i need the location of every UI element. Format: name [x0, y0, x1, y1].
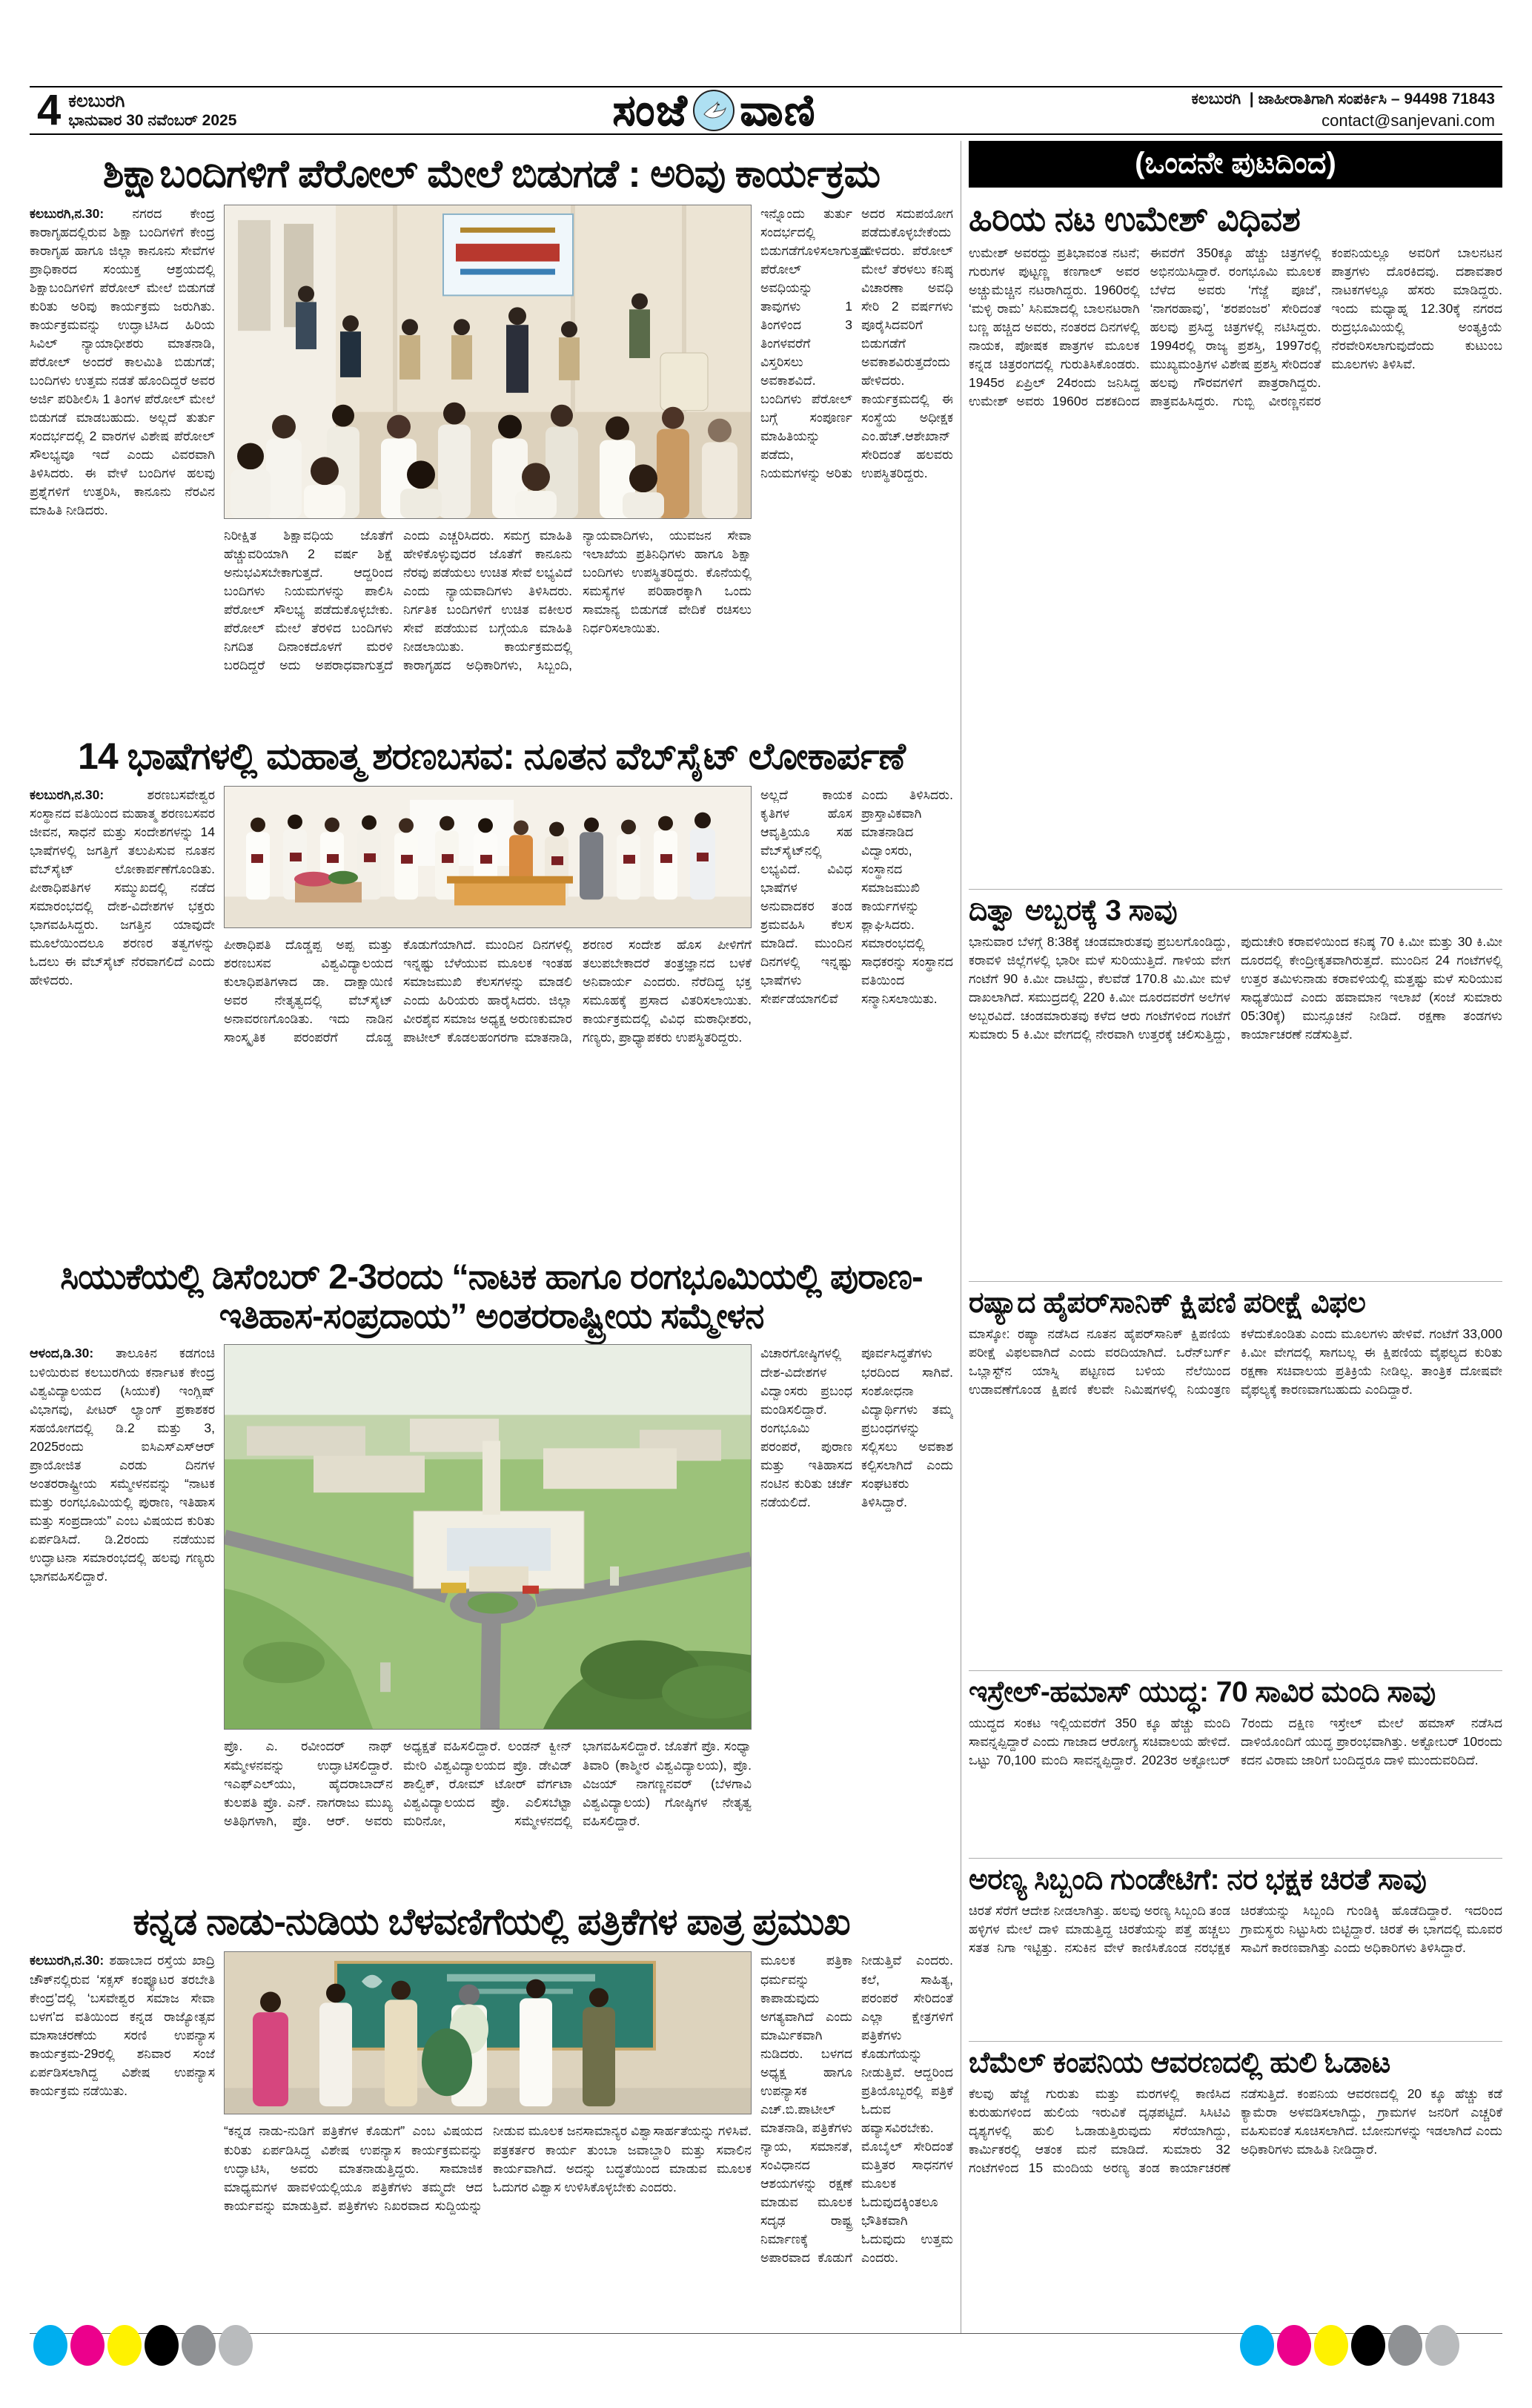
article-text: ಅಲ್ಲದೆ ಕಾಯಕ ಕೃತಿಗಳ ಹೊಸ ಆವೃತ್ತಿಯೂ ಸಹ ವೆಬ್‌ಸೈಟ್‌ನಲ್ಲಿ ಲಭ್ಯವಿದೆ. ವಿವಿಧ ಭಾಷೆಗಳ ಅನುವಾದಕರ ತಂಡ ಶ್ರಮವಹಿಸಿ ಕೆಲಸ ಮಾಡಿದೆ. ಮುಂದಿನ ದಿನಗಳಲ್ಲಿ ಇನ್ನಷ್ಟು ಭಾಷೆಗಳು ಸೇರ್ಪಡೆಯಾಗಲಿವೆ ಎಂದು ತಿಳಿಸಿದರು.: [760, 787, 953, 1007]
article-text: ಮೂಲಕ ಪತ್ರಿಕಾ ಧರ್ಮವನ್ನು ಕಾಪಾಡುವುದು ಅಗತ್ಯವಾಗಿದೆ ಎಂದು ಮಾರ್ಮಿಕವಾಗಿ ನುಡಿದರು. ಬಳಗದ ಅಧ್ಯಕ್ಷ ಹಾಗೂ ಉಪನ್ಯಾಸಕ ಎಚ್.ಬಿ.ಪಾಟೀಲ್ ಮಾತನಾಡಿ, ಪತ್ರಿಕೆಗಳು ನ್ಯಾಯ, ಸಮಾನತೆ, ಸಂವಿಧಾನದ ಆಶಯಗಳನ್ನು ರಕ್ಷಣೆ ಮಾಡುವ ಮೂಲಕ ಸದೃಢ ರಾಷ್ಟ್ರ ನಿರ್ಮಾಣಕ್ಕೆ ಅಪಾರವಾದ ಕೊಡುಗೆ ನೀಡುತ್ತಿವೆ ಎಂದರು.: [760, 1953, 953, 2265]
main-articles-area: [30, 141, 953, 2333]
cmyk-dots-right: [1240, 2325, 1459, 2366]
black-dot: [1351, 2325, 1385, 2366]
edition-info: [37, 86, 237, 134]
yellow-dot: [107, 2325, 142, 2366]
masthead-left-text: ಸಂಜೆ: [612, 86, 688, 134]
yellow-dot: [1314, 2325, 1348, 2366]
black-dot: [145, 2325, 179, 2366]
article-text-below-photo: ನಿರೀಕ್ಷಿತ ಶಿಕ್ಷಾವಧಿಯ ಜೊತೆಗೆ ಹೆಚ್ಚುವರಿಯಾಗಿ 2 ವರ್ಷ ಶಿಕ್ಷೆ ಅನುಭವಿಸಬೇಕಾಗುತ್ತದೆ. ಆದ್ದರಿಂದ ಬಂದಿಗಳು ನಿಯಮಗಳನ್ನು ಪಾಲಿಸಿ ಪೆರೋಲ್ ಸೌಲಭ್ಯ ಪಡೆದುಕೊಳ್ಳಬೇಕು. ಪೆರೋಲ್ ಮೇಲೆ ತೆರಳಿದ ಬಂದಿಗಳು ನಿಗದಿತ ದಿನಾಂಕದೊಳಗೆ ಮರಳಿ ಬರದಿದ್ದರೆ ಅದು ಅಪರಾಧವಾಗುತ್ತದೆ ಎಂದು ಎಚ್ಚರಿಸಿದರು. ಸಮಗ್ರ ಮಾಹಿತಿ ಹೇಳಿಕೊಳ್ಳುವುದರ ಜೊತೆಗೆ ಕಾನೂನು ನೆರವು ಪಡೆಯಲು ಉಚಿತ ಸೇವೆ ಲಭ್ಯವಿದೆ ಎಂದು ನ್ಯಾಯವಾದಿಗಳು ತಿಳಿಸಿದರು. ನಿರ್ಗತಿಕ ಬಂದಿಗಳಿಗೆ ಉಚಿತ ವಕೀಲರ ಸೇವೆ ಪಡೆಯುವ ಬಗ್ಗೆಯೂ ಮಾಹಿತಿ ನೀಡಲಾಯಿತು. ಕಾರ್ಯಕ್ರಮದಲ್ಲಿ ಕಾರಾಗೃಹದ ಅಧಿಕಾರಿಗಳು, ಸಿಬ್ಬಂದಿ, ನ್ಯಾಯವಾದಿಗಳು, ಯುವಜನ ಸೇವಾ ಇಲಾಖೆಯ ಪ್ರತಿನಿಧಿಗಳು ಹಾಗೂ ಶಿಕ್ಷಾ ಬಂದಿಗಳು ಉಪಸ್ಥಿತರಿದ್ದರು. ಕೊನೆಯಲ್ಲಿ ಸಮಸ್ಯೆಗಳ ಪರಿಹಾರಕ್ಕಾಗಿ ಒಂದು ಸಾಮಾನ್ಯ ಬಿಡುಗಡೆ ವೇದಿಕೆ ರಚಿಸಲು ನಿರ್ಧರಿಸಲಾಯಿತು.: [224, 528, 752, 673]
article-column: [760, 1344, 953, 1889]
masthead-right-text: ವಾಣಿ: [739, 86, 816, 134]
section-headline: ಹಿರಿಯ ನಟ ಉಮೇಶ್ ವಿಧಿವಶ: [969, 199, 1301, 238]
dateline: ಕಲಬುರಗಿ,ನ.30:: [30, 206, 105, 222]
office-city: ಕಲಬುರಗಿ: [1191, 90, 1241, 108]
news-leopard-shot: [969, 1858, 1502, 2035]
article-text: ಶರಣಬಸವೇಶ್ವರ ಸಂಸ್ಥಾನದ ವತಿಯಿಂದ ಮಹಾತ್ಮ ಶರಣಬಸವರ ಜೀವನ, ಸಾಧನೆ ಮತ್ತು ಸಂದೇಶಗಳನ್ನು 14 ಭಾಷೆಗಳಲ್ಲಿ ಜಗತ್ತಿಗೆ ತಲುಪಿಸುವ ನೂತನ ವೆಬ್‌ಸೈಟ್ ಲೋಕಾರ್ಪಣೆಗೊಂಡಿತು. ಪೀಠಾಧಿಪತಿಗಳ ಸಮ್ಮುಖದಲ್ಲಿ ನಡೆದ ಸಮಾರಂಭದಲ್ಲಿ ದೇಶ-ವಿದೇಶಗಳ ಭಕ್ತರು ಭಾಗವಹಿಸಿದ್ದರು. ಜಗತ್ತಿನ ಯಾವುದೇ ಮೂಲೆಯಿಂದಲೂ ಶರಣರ ತತ್ವಗಳನ್ನು ಓದಲು ಈ ವೆಬ್‌ಸೈಟ್ ನೆರವಾಗಲಿದೆ ಎಂದು ಹೇಳಿದರು.: [30, 787, 215, 988]
section-body: ಭಾನುವಾರ ಬೆಳಗ್ಗೆ 8:38ಕ್ಕೆ ಚಂಡಮಾರುತವು ಪ್ರಬಲಗೊಂಡಿದ್ದು, ಕರಾವಳಿ ಜಿಲ್ಲೆಗಳಲ್ಲಿ ಭಾರೀ ಮಳೆ ಸುರಿಯುತ್ತಿದೆ. ಗಾಳಿಯ ವೇಗ ಗಂಟೆಗೆ 90 ಕಿ.ಮೀ ದಾಟಿದ್ದು, ಕೆಲವೆಡೆ 170.8 ಮಿ.ಮೀ ಮಳೆ ದಾಖಲಾಗಿದೆ. ಸಮುದ್ರದಲ್ಲಿ 220 ಕಿ.ಮೀ ದೂರದವರೆಗೆ ಅಲೆಗಳ ಅಬ್ಬರವಿದೆ. ಚಂಡಮಾರುತವು ಕಳೆದ ಆರು ಗಂಟೆಗಳಿಂದ ಗಂಟೆಗೆ ಸುಮಾರು 5 ಕಿ.ಮೀ ವೇಗದಲ್ಲಿ ನೇರವಾಗಿ ಉತ್ತರಕ್ಕೆ ಚಲಿಸುತ್ತಿದ್ದು, ಪುದುಚೇರಿ ಕರಾವಳಿಯಿಂದ ಕನಿಷ್ಠ 70 ಕಿ.ಮೀ ಮತ್ತು 30 ಕಿ.ಮೀ ದೂರದಲ್ಲಿ ಕೇಂದ್ರೀಕೃತವಾಗಿರುತ್ತದೆ. ಮುಂದಿನ 24 ಗಂಟೆಗಳಲ್ಲಿ ಉತ್ತರ ತಮಿಳುನಾಡು ಕರಾವಳಿಯಲ್ಲಿ ಮತ್ತಷ್ಟು ಮಳೆ ಸುರಿಯುವ ಸಾಧ್ಯತೆಯಿದೆ ಎಂದು ಹವಾಮಾನ ಇಲಾಖೆ (ಸಂಜೆ ಸುಮಾರು 05:30ಕ್ಕೆ) ಮುನ್ಸೂಚನೆ ನೀಡಿದೆ. ರಕ್ಷಣಾ ತಂಡಗಳು ಕಾರ್ಯಾಚರಣೆ ನಡೆಸುತ್ತಿವೆ.: [969, 933, 1502, 1042]
lecture-event-photo: [224, 1951, 752, 2114]
article-column: [30, 786, 215, 1246]
article-column: [760, 786, 953, 1246]
cyan-dot: [1240, 2325, 1274, 2366]
article-headline: ಸಿಯುಕೆಯಲ್ಲಿ ಡಿಸೆಂಬರ್ 2-3ರಂದು “ನಾಟಕ ಹಾಗೂ ರಂಗಭೂಮಿಯಲ್ಲಿ ಪುರಾಣ-ಇತಿಹಾಸ-ಸಂಪ್ರದಾಯ” ಅಂತರರಾಷ್ಟ್ರೀಯ ಸಮ್ಮೇಳನ: [60, 1257, 923, 1335]
section-body: ಕೆಲವು ಹೆಜ್ಜೆ ಗುರುತು ಮತ್ತು ಮರಗಳಲ್ಲಿ ಕಾಣಿಸಿದ ಕುರುಹುಗಳಿಂದ ಹುಲಿಯ ಇರುವಿಕೆ ದೃಢಪಟ್ಟಿದೆ. ಸಿಸಿಟಿವಿ ದೃಶ್ಯಗಳಲ್ಲಿ ಹುಲಿ ಓಡಾಡುತ್ತಿರುವುದು ಸೆರೆಯಾಗಿದ್ದು, ಕಾರ್ಮಿಕರಲ್ಲಿ ಆತಂಕ ಮನೆ ಮಾಡಿದೆ. ಸುಮಾರು 32 ಗಂಟೆಗಳಿಂದ 15 ಮಂದಿಯ ಅರಣ್ಯ ತಂಡ ಕಾರ್ಯಾಚರಣೆ ನಡೆಸುತ್ತಿದೆ. ಕಂಪನಿಯ ಆವರಣದಲ್ಲಿ 20 ಕ್ಕೂ ಹೆಚ್ಚು ಕಡೆ ಕ್ಯಾಮೆರಾ ಅಳವಡಿಸಲಾಗಿದ್ದು, ಗ್ರಾಮಗಳ ಜನರಿಗೆ ಎಚ್ಚರಿಕೆ ವಹಿಸುವಂತೆ ಸೂಚಿಸಲಾಗಿದೆ. ಬೋನುಗಳನ್ನು ಇಡಲಾಗಿದೆ ಎಂದು ಅಧಿಕಾರಿಗಳು ಮಾಹಿತಿ ನೀಡಿದ್ದಾರೆ.: [969, 2086, 1502, 2176]
article-text-below-photo: ಪೀಠಾಧಿಪತಿ ದೊಡ್ಡಪ್ಪ ಅಪ್ಪ ಮತ್ತು ಶರಣಬಸವ ವಿಶ್ವವಿದ್ಯಾಲಯದ ಕುಲಾಧಿಪತಿಗಳಾದ ಡಾ. ದಾಕ್ಷಾಯಿಣಿ ಅವರ ನೇತೃತ್ವದಲ್ಲಿ ವೆಬ್‌ಸೈಟ್ ಅನಾವರಣಗೊಂಡಿತು. ಇದು ನಾಡಿನ ಸಾಂಸ್ಕೃತಿಕ ಪರಂಪರೆಗೆ ದೊಡ್ಡ ಕೊಡುಗೆಯಾಗಿದೆ. ಮುಂದಿನ ದಿನಗಳಲ್ಲಿ ಇನ್ನಷ್ಟು ಬೆಳೆಯುವ ಮೂಲಕ ಇಂತಹ ಸಮಾಜಮುಖಿ ಕೆಲಸಗಳನ್ನು ಮಾಡಲಿ ಎಂದು ಹಿರಿಯರು ಹಾರೈಸಿದರು. ಜಿಲ್ಲಾ ವೀರಶೈವ ಸಮಾಜ ಅಧ್ಯಕ್ಷ ಅರುಣಕುಮಾರ ಪಾಟೀಲ್ ಕೊಡಲಹಂಗರಗಾ ಮಾತನಾಡಿ, ಶರಣರ ಸಂದೇಶ ಹೊಸ ಪೀಳಿಗೆಗೆ ತಲುಪಬೇಕಾದರೆ ತಂತ್ರಜ್ಞಾನದ ಬಳಕೆ ಅನಿವಾರ್ಯ ಎಂದರು. ನೆರೆದಿದ್ದ ಭಕ್ತ ಸಮೂಹಕ್ಕೆ ಪ್ರಸಾದ ವಿತರಿಸಲಾಯಿತು. ಕಾರ್ಯಕ್ರಮದಲ್ಲಿ ವಿವಿಧ ಮಠಾಧೀಶರು, ಗಣ್ಯರು, ಪ್ರಾಧ್ಯಾಪಕರು ಉಪಸ್ಥಿತರಿದ್ದರು.: [224, 937, 752, 1045]
article-text: ಪ್ರಾಸ್ತಾವಿಕವಾಗಿ ಮಾತನಾಡಿದ ವಿದ್ವಾಂಸರು, ಸಂಸ್ಥಾನದ ಸಮಾಜಮುಖಿ ಕಾರ್ಯಗಳನ್ನು ಶ್ಲಾಘಿಸಿದರು. ಸಮಾರಂಭದಲ್ಲಿ ಸಾಧಕರನ್ನು ಸಂಸ್ಥಾನದ ವತಿಯಿಂದ ಸನ್ಮಾನಿಸಲಾಯಿತು.: [861, 806, 953, 1007]
continued-news-column: [969, 141, 1502, 2333]
print-registration-marks: [0, 2325, 1532, 2366]
light-gray-dot: [1425, 2325, 1459, 2366]
news-cyclone-ditwah: [969, 889, 1502, 1275]
news-russia-missile: [969, 1281, 1502, 1664]
edition-date: ಭಾನುವಾರ 30 ನವೆಂಬರ್ 2025: [68, 112, 237, 129]
article-text: ನಗರದ ಕೇಂದ್ರ ಕಾರಾಗೃಹದಲ್ಲಿರುವ ಶಿಕ್ಷಾ ಬಂದಿಗಳಿಗೆ ಕೇಂದ್ರ ಕಾರಾಗೃಹ ಹಾಗೂ ಜಿಲ್ಲಾ ಕಾನೂನು ಸೇವೆಗಳ ಪ್ರಾಧಿಕಾರದ ಸಂಯುಕ್ತ ಆಶ್ರಯದಲ್ಲಿ ಶಿಕ್ಷಾಬಂದಿಗಳಿಗೆ ಪೆರೋಲ್ ಮೇಲೆ ಬಿಡುಗಡೆ ಕುರಿತು ಅರಿವು ಕಾರ್ಯಕ್ರಮ ಜರುಗಿತು. ಕಾರ್ಯಕ್ರಮವನ್ನು ಉದ್ಘಾಟಿಸಿದ ಹಿರಿಯ ಸಿವಿಲ್ ನ್ಯಾಯಾಧೀಶರು ಮಾತನಾಡಿ, ಪೆರೋಲ್ ಅಂದರೆ ಕಾಲಮಿತಿ ಬಿಡುಗಡೆ; ಬಂದಿಗಳು ಉತ್ತಮ ನಡತೆ ಹೊಂದಿದ್ದರೆ ಅವರ ಅರ್ಜಿ ಪರಿಶೀಲಿಸಿ 1 ತಿಂಗಳ ಪೆರೋಲ್ ಮೇಲೆ ಬಿಡುಗಡೆ ಮಾಡಬಹುದು. ಅಲ್ಲದೆ ತುರ್ತು ಸಂದರ್ಭದಲ್ಲಿ 2 ವಾರಗಳ ವಿಶೇಷ ಪೆರೋಲ್ ಸೌಲಭ್ಯವೂ ಇದೆ ಎಂದು ವಿವರವಾಗಿ ತಿಳಿಸಿದರು. ಈ ವೇಳೆ ಬಂದಿಗಳ ಹಲವು ಪ್ರಶ್ನೆಗಳಿಗೆ ಉತ್ತರಿಸಿ, ಕಾನೂನು ನೆರವಿನ ಮಾಹಿತಿ ನೀಡಿದರು.: [30, 206, 215, 518]
gray-dot: [182, 2325, 216, 2366]
article-text: ಶಹಾಬಾದ ರಸ್ತೆಯ ಖಾದ್ರಿ ಚೌಕ್‌ನಲ್ಲಿರುವ ‘ಸಕ್ಸಸ್ ಕಂಪ್ಯೂಟರ ತರಬೇತಿ ಕೇಂದ್ರ’ದಲ್ಲಿ ‘ಬಸವೇಶ್ವರ ಸಮಾಜ ಸೇವಾ ಬಳಗ’ದ ವತಿಯಿಂದ ಕನ್ನಡ ರಾಜ್ಯೋತ್ಸವ ಮಾಸಾಚರಣೆಯ ಸರಣಿ ಉಪನ್ಯಾಸ ಕಾರ್ಯಕ್ರಮ-29ರಲ್ಲಿ ಶನಿವಾರ ಸಂಜೆ ಏರ್ಪಡಿಸಲಾಗಿದ್ದ ವಿಶೇಷ ಉಪನ್ಯಾಸ ಕಾರ್ಯಕ್ರಮ ನಡೆಯಿತು.: [30, 1953, 215, 2098]
article-cuk-conference: [30, 1257, 953, 1889]
section-body: ಉಮೇಶ್ ಅವರದ್ದು ಪ್ರತಿಭಾವಂತ ನಟನೆ; ಗುರುಗಳ ಪುಟ್ಟಣ್ಣ ಕಣಗಾಲ್ ಅವರ ಅಚ್ಚುಮೆಚ್ಚಿನ ನಟರಾಗಿದ್ದರು. 1960ರಲ್ಲಿ ‘ಮಳ್ಳಿ ರಾಮ’ ಸಿನಿಮಾದಲ್ಲಿ ಬಾಲನಟರಾಗಿ ಬಣ್ಣ ಹಚ್ಚಿದ ಅವರು, ನಂತರದ ದಿನಗಳಲ್ಲಿ ನಾಯಕ, ಪೋಷಕ ಪಾತ್ರಗಳ ಮೂಲಕ ಕನ್ನಡ ಚಿತ್ರರಂಗದಲ್ಲಿ ಗುರುತಿಸಿಕೊಂಡರು. 1945ರ ಏಪ್ರಿಲ್ 24ರಂದು ಜನಿಸಿದ್ದ ಉಮೇಶ್ ಅವರು 1960ರ ದಶಕದಿಂದ ಈವರೆಗೆ 350ಕ್ಕೂ ಹೆಚ್ಚು ಚಿತ್ರಗಳಲ್ಲಿ ಅಭಿನಯಿಸಿದ್ದಾರೆ. ರಂಗಭೂಮಿ ಮೂಲಕ ಬೆಳೆದ ಅವರು ‘ಗೆಜ್ಜೆ ಪೂಜೆ’, ‘ನಾಗರಹಾವು’, ‘ಶರಪಂಜರ’ ಸೇರಿದಂತೆ ಹಲವು ಪ್ರಸಿದ್ಧ ಚಿತ್ರಗಳಲ್ಲಿ ನಟಿಸಿದ್ದರು. 1994ರಲ್ಲಿ ರಾಜ್ಯ ಪ್ರಶಸ್ತಿ, 1997ರಲ್ಲಿ ಮುಖ್ಯಮಂತ್ರಿಗಳ ವಿಶೇಷ ಪ್ರಶಸ್ತಿ ಸೇರಿದಂತೆ ಹಲವು ಗೌರವಗಳಿಗೆ ಪಾತ್ರರಾಗಿದ್ದರು. ಪಾತ್ರವಹಿಸಿದ್ದರು. ಗುಬ್ಬಿ ವೀರಣ್ಣನವರ ಕಂಪನಿಯಲ್ಲೂ ಅವರಿಗೆ ಬಾಲನಟನ ಪಾತ್ರಗಳು ದೊರಕಿದವು. ದಶಾವತಾರ ನಾಟಕಗಳಲ್ಲೂ ಹೆಸರು ಮಾಡಿದ್ದರು. ಇಂದು ಮಧ್ಯಾಹ್ನ 12.30ಕ್ಕೆ ನಗರದ ರುದ್ರಭೂಮಿಯಲ್ಲಿ ಅಂತ್ಯಕ್ರಿಯೆ ನೆರವೇರಿಸಲಾಗುವುದೆಂದು ಕುಟುಂಬ ಮೂಲಗಳು ತಿಳಿಸಿವೆ.: [969, 245, 1502, 408]
section-headline: ಇಸ್ರೇಲ್-ಹಮಾಸ್ ಯುದ್ಧ: 70 ಸಾವಿರ ಮಂದಿ ಸಾವು: [969, 1676, 1436, 1708]
contact-email: contact@sanjevani.com: [1322, 111, 1495, 130]
article-text-below-photo: “ಕನ್ನಡ ನಾಡು-ನುಡಿಗೆ ಪತ್ರಿಕೆಗಳ ಕೊಡುಗೆ” ಎಂಬ ವಿಷಯದ ಕುರಿತು ಏರ್ಪಡಿಸಿದ್ದ ವಿಶೇಷ ಉಪನ್ಯಾಸ ಕಾರ್ಯಕ್ರಮವನ್ನು ಉದ್ಘಾಟಿಸಿ, ಅವರು ಮಾತನಾಡುತ್ತಿದ್ದರು. ಸಾಮಾಜಿಕ ಮಾಧ್ಯಮಗಳ ಹಾವಳಿಯಲ್ಲಿಯೂ ಪತ್ರಿಕೆಗಳು ತಮ್ಮದೇ ಆದ ಕಾರ್ಯವನ್ನು ಮಾಡುತ್ತಿವೆ. ಪತ್ರಿಕೆಗಳು ನಿಖರವಾದ ಸುದ್ದಿಯನ್ನು ನೀಡುವ ಮೂಲಕ ಜನಸಾಮಾನ್ಯರ ವಿಶ್ವಾಸಾರ್ಹತೆಯನ್ನು ಗಳಿಸಿವೆ. ಪತ್ರಕರ್ತರ ಕಾರ್ಯ ತುಂಬಾ ಜವಾಬ್ದಾರಿ ಮತ್ತು ಸವಾಲಿನ ಕಾರ್ಯವಾಗಿದೆ. ಅದನ್ನು ಬದ್ಧತೆಯಿಂದ ಮಾಡುವ ಮೂಲಕ ಓದುಗರ ವಿಶ್ವಾಸ ಉಳಿಸಿಕೊಳ್ಳಬೇಕು ಎಂದರು.: [224, 2123, 752, 2213]
dove-icon: [692, 89, 735, 132]
dateline: ಕಲಬುರಗಿ,ನ.30:: [30, 1953, 105, 1968]
page-number: 4: [37, 86, 62, 134]
article-text: ತಾಲೂಕಿನ ಕಡಗಂಚಿ ಬಳಿಯಿರುವ ಕಲಬುರಗಿಯ ಕರ್ನಾಟಕ ಕೇಂದ್ರ ವಿಶ್ವವಿದ್ಯಾಲಯದ (ಸಿಯುಕೆ) ಇಂಗ್ಲಿಷ್ ವಿಭಾಗವು, ಪೀಟರ್ ಲ್ಯಾಂಗ್ ಪ್ರಕಾಶಕರ ಸಹಯೋಗದಲ್ಲಿ ಡಿ.2 ಮತ್ತು 3, 2025ರಂದು ಐಸಿಎಸ್‌ಎಸ್‌ಆರ್ ಪ್ರಾಯೋಜಿತ ಎರಡು ದಿನಗಳ ಅಂತರರಾಷ್ಟ್ರೀಯ ಸಮ್ಮೇಳನವನ್ನು “ನಾಟಕ ಮತ್ತು ರಂಗಭೂಮಿಯಲ್ಲಿ ಪುರಾಣ, ಇತಿಹಾಸ ಮತ್ತು ಸಂಪ್ರದಾಯ” ಎಂಬ ವಿಷಯದ ಕುರಿತು ಏರ್ಪಡಿಸಿದೆ. ಡಿ.2ರಂದು ನಡೆಯುವ ಉದ್ಘಾಟನಾ ಸಮಾರಂಭದಲ್ಲಿ ಹಲವು ಗಣ್ಯರು ಭಾಗವಹಿಸಲಿದ್ದಾರೆ.: [30, 1346, 215, 1584]
section-headline: ಬೆಮೆಲ್ ಕಂಪನಿಯ ಆವರಣದಲ್ಲಿ ಹುಲಿ ಓಡಾಟ: [969, 2047, 1390, 2080]
magenta-dot: [70, 2325, 105, 2366]
article-column: [760, 1951, 953, 2286]
article-text: ಪೂರ್ವಸಿದ್ಧತೆಗಳು ಭರದಿಂದ ಸಾಗಿವೆ. ಸಂಶೋಧನಾ ವಿದ್ಯಾರ್ಥಿಗಳು ತಮ್ಮ ಪ್ರಬಂಧಗಳನ್ನು ಸಲ್ಲಿಸಲು ಅವಕಾಶ ಕಲ್ಪಿಸಲಾಗಿದೆ ಎಂದು ಸಂಘಟಕರು ತಿಳಿಸಿದ್ದಾರೆ.: [861, 1346, 953, 1509]
section-headline: ರಷ್ಯಾದ ಹೈಪರ್‌ಸಾನಿಕ್ ಕ್ಷಿಪಣಿ ಪರೀಕ್ಷೆ ವಿಫಲ: [969, 1286, 1366, 1319]
article-website-launch: [30, 735, 953, 1246]
news-tiger-bemel: [969, 2041, 1502, 2279]
section-body: ಚಿರತೆ ಸೆರೆಗೆ ಆದೇಶ ನೀಡಲಾಗಿತ್ತು. ಹಲವು ಅರಣ್ಯ ಸಿಬ್ಬಂದಿ ತಂಡ ಹಳ್ಳಿಗಳ ಮೇಲೆ ದಾಳಿ ಮಾಡುತ್ತಿದ್ದ ಚಿರತೆಯನ್ನು ಪತ್ತೆ ಹಚ್ಚಲು ಸತತ ನಿಗಾ ಇಟ್ಟಿತ್ತು. ನಸುಕಿನ ವೇಳೆ ಕಾಣಿಸಿಕೊಂಡ ನರಭಕ್ಷಕ ಚಿರತೆಯನ್ನು ಸಿಬ್ಬಂದಿ ಗುಂಡಿಕ್ಕಿ ಹೊಡೆದಿದ್ದಾರೆ. ಇದರಿಂದ ಗ್ರಾಮಸ್ಥರು ನಿಟ್ಟುಸಿರು ಬಿಟ್ಟಿದ್ದಾರೆ. ಚಿರತೆ ಈ ಭಾಗದಲ್ಲಿ ಮೂವರ ಸಾವಿಗೆ ಕಾರಣವಾಗಿತ್ತು ಎಂದು ಅಧಿಕಾರಿಗಳು ತಿಳಿಸಿದ್ದಾರೆ.: [969, 1903, 1502, 1956]
article-press-role: [30, 1901, 953, 2286]
dateline: ಕಲಬುರಗಿ,ನ.30:: [30, 787, 105, 803]
article-text: ಕಲೆ, ಸಾಹಿತ್ಯ, ಪರಂಪರೆ ಸೇರಿದಂತೆ ಎಲ್ಲಾ ಕ್ಷೇತ್ರಗಳಿಗೆ ಪತ್ರಿಕೆಗಳು ಕೊಡುಗೆಯನ್ನು ನೀಡುತ್ತಿವೆ. ಆದ್ದರಿಂದ ಪ್ರತಿಯೊಬ್ಬರಲ್ಲಿ ಪತ್ರಿಕೆ ಓದುವ ಹವ್ಯಾಸವಿರಬೇಕು. ಮೊಬೈಲ್ ಸೇರಿದಂತೆ ಮತ್ತಿತರ ಸಾಧನಗಳ ಮೂಲಕ ಓದುವುದಕ್ಕಿಂತಲೂ ಭೌತಿಕವಾಗಿ ಓದುವುದು ಉತ್ತಮ ಎಂದರು.: [861, 1971, 953, 2265]
light-gray-dot: [219, 2325, 253, 2366]
website-launch-photo: [224, 786, 752, 928]
news-israel-hamas: [969, 1670, 1502, 1852]
parole-awareness-photo: [224, 205, 752, 519]
article-text: ವಿಚಾರಗೋಷ್ಠಿಗಳಲ್ಲಿ ದೇಶ-ವಿದೇಶಗಳ ವಿದ್ವಾಂಸರು ಪ್ರಬಂಧ ಮಂಡಿಸಲಿದ್ದಾರೆ. ರಂಗಭೂಮಿ ಪರಂಪರೆ, ಪುರಾಣ ಮತ್ತು ಇತಿಹಾಸದ ನಂಟಿನ ಕುರಿತು ಚರ್ಚೆ ನಡೆಯಲಿದೆ.: [760, 1346, 852, 1509]
section-body: ಯುದ್ಧದ ಸಂಕಟ ಇಲ್ಲಿಯವರೆಗೆ 350 ಕ್ಕೂ ಹೆಚ್ಚು ಮಂದಿ ಸಾವನ್ನಪ್ಪಿದ್ದಾರೆ ಎಂದು ಗಾಜಾದ ಆರೋಗ್ಯ ಸಚಿವಾಲಯ ಹೇಳಿದೆ. ಒಟ್ಟು 70,100 ಮಂದಿ ಸಾವನ್ನಪ್ಪಿದ್ದಾರೆ. 2023ರ ಅಕ್ಟೋಬರ್ 7ರಂದು ದಕ್ಷಿಣ ಇಸ್ರೇಲ್ ಮೇಲೆ ಹಮಾಸ್ ನಡೆಸಿದ ದಾಳಿಯೊಂದಿಗೆ ಯುದ್ಧ ಪ್ರಾರಂಭವಾಗಿತ್ತು. ಅಕ್ಟೋಬರ್ 10ರಂದು ಕದನ ವಿರಾಮ ಜಾರಿಗೆ ಬಂದಿದ್ದರೂ ದಾಳಿ ಮುಂದುವರಿದಿದೆ.: [969, 1716, 1502, 1768]
masthead-bar: [30, 86, 1502, 135]
article-column: [30, 1344, 215, 1889]
edition-city: ಕಲಬುರಗಿ: [68, 91, 125, 111]
cyan-dot: [33, 2325, 67, 2366]
section-headline: ದಿತ್ವಾ ಅಬ್ಬರಕ್ಕೆ 3 ಸಾವು: [969, 894, 1178, 927]
dateline: ಆಳಂದ,ಡಿ.30:: [30, 1346, 94, 1361]
article-text-below-photo: ಪ್ರೊ. ಎ. ರವೀಂದರ್ ನಾಥ್ ಸಮ್ಮೇಳನವನ್ನು ಉದ್ಘಾಟಿಸಲಿದ್ದಾರೆ. ಇಎಫ್‌ಎಲ್‌ಯು, ಹೈದರಾಬಾದ್‌ನ ಕುಲಪತಿ ಪ್ರೊ. ಎನ್. ನಾಗರಾಜು ಮುಖ್ಯ ಅತಿಥಿಗಳಾಗಿ, ಪ್ರೊ. ಆರ್. ಅವರು ಅಧ್ಯಕ್ಷತೆ ವಹಿಸಲಿದ್ದಾರೆ. ಲಂಡನ್ ಕ್ವೀನ್ ಮೇರಿ ವಿಶ್ವವಿದ್ಯಾಲಯದ ಪ್ರೊ. ಡೇವಿಡ್ ಶಾಲ್ವಿಕ್, ರೋಮ್ ಟೋರ್ ವೆರ್ಗಟಾ ವಿಶ್ವವಿದ್ಯಾಲಯದ ಪ್ರೊ. ಎಲಿಸಬೆಟ್ಟಾ ಮರಿನೋ, ಸಮ್ಮೇಳನದಲ್ಲಿ ಭಾಗವಹಿಸಲಿದ್ದಾರೆ. ಜೊತೆಗೆ ಪ್ರೊ. ಸಂಧ್ಯಾ ತಿವಾರಿ (ಕಾಶ್ಮೀರ ವಿಶ್ವವಿದ್ಯಾಲಯ), ಪ್ರೊ. ವಿಜಯ್ ನಾಗಣ್ಣನವರ್ (ಬೆಳಗಾವಿ ವಿಶ್ವವಿದ್ಯಾಲಯ) ಗೋಷ್ಠಿಗಳ ನೇತೃತ್ವ ವಹಿಸಲಿದ್ದಾರೆ.: [224, 1739, 752, 1828]
article-headline: ಶಿಕ್ಷಾಬಂದಿಗಳಿಗೆ ಪೆರೋಲ್ ಮೇಲೆ ಬಿಡುಗಡೆ : ಅರಿವು ಕಾರ್ಯಕ್ರಮ: [102, 153, 881, 196]
magenta-dot: [1277, 2325, 1311, 2366]
cuk-campus-aerial-photo: [224, 1344, 752, 1730]
from-page-one-banner: (ಒಂದನೇ ಪುಟದಿಂದ): [969, 141, 1502, 188]
article-text: ಇನ್ನೊಂದು ತುರ್ತು ಸಂದರ್ಭದಲ್ಲಿ ಬಿಡುಗಡೆಗೊಳಿಸಲಾಗುತ್ತದೆ. ಪೆರೋಲ್ ಅವಧಿಯನ್ನು ತಾವುಗಳು 1 ತಿಂಗಳಿಂದ 3 ತಿಂಗಳವರೆಗೆ ವಿಸ್ತರಿಸಲು ಅವಕಾಶವಿದೆ. ಬಂದಿಗಳು ಪೆರೋಲ್ ಬಗ್ಗೆ ಸಂಪೂರ್ಣ ಮಾಹಿತಿಯನ್ನು ಪಡೆದು, ನಿಯಮಗಳನ್ನು ಅರಿತು ಅದರ ಸದುಪಯೋಗ ಪಡೆದುಕೊಳ್ಳಬೇಕೆಂದು ಹೇಳಿದರು.: [760, 206, 953, 481]
section-body: ಮಾಸ್ಕೋ: ರಷ್ಯಾ ನಡೆಸಿದ ನೂತನ ಹೈಪರ್‌ಸಾನಿಕ್ ಕ್ಷಿಪಣಿಯ ಪರೀಕ್ಷೆ ವಿಫಲವಾಗಿದೆ ಎಂದು ವರದಿಯಾಗಿದೆ. ಒರೆನ್‌ಬರ್ಗ್ ಒಬ್ಲಾಸ್ಟ್‌ನ ಯಾಸ್ನಿ ಪಟ್ಟಣದ ಬಳಿಯ ನೆಲೆಯಿಂದ ಉಡಾವಣೆಗೊಂಡ ಕ್ಷಿಪಣಿ ಕೆಲವೇ ನಿಮಿಷಗಳಲ್ಲಿ ನಿಯಂತ್ರಣ ಕಳೆದುಕೊಂಡಿತು ಎಂದು ಮೂಲಗಳು ಹೇಳಿವೆ. ಗಂಟೆಗೆ 33,000 ಕಿ.ಮೀ ವೇಗದಲ್ಲಿ ಸಾಗಬಲ್ಲ ಈ ಕ್ಷಿಪಣಿಯ ವೈಫಲ್ಯದ ಕುರಿತು ರಕ್ಷಣಾ ಸಚಿವಾಲಯ ಪ್ರತಿಕ್ರಿಯೆ ನೀಡಿಲ್ಲ. ತಾಂತ್ರಿಕ ದೋಷವೇ ವೈಫಲ್ಯಕ್ಕೆ ಕಾರಣವಾಗಬಹುದು ಎಂದಿದ್ದಾರೆ.: [969, 1326, 1502, 1397]
article-headline: 14 ಭಾಷೆಗಳಲ್ಲಿ ಮಹಾತ್ಮ ಶರಣಬಸವ: ನೂತನ ವೆಬ್‌ಸೈಟ್ ಲೋಕಾರ್ಪಣೆ: [78, 735, 905, 778]
cmyk-dots-left: [33, 2325, 253, 2366]
masthead-logo: [612, 85, 816, 136]
contact-block: [1192, 89, 1495, 132]
article-headline: ಕನ್ನಡ ನಾಡು-ನುಡಿಯ ಬೆಳವಣಿಗೆಯಲ್ಲಿ ಪತ್ರಿಕೆಗಳ ಪಾತ್ರ ಪ್ರಮುಖ: [133, 1901, 850, 1943]
article-column: [30, 205, 215, 724]
article-column: [30, 1951, 215, 2286]
ad-contact: | ಜಾಹೀರಾತಿಗಾಗಿ ಸಂಪರ್ಕಿಸಿ – 94498 71843: [1249, 90, 1495, 108]
article-text: ಪೆರೋಲ್ ಮೇಲೆ ತೆರಳಲು ಕನಿಷ್ಠ ವಿಚಾರಣಾ ಅವಧಿ ಸೇರಿ 2 ವರ್ಷಗಳು ಪೂರೈಸಿದವರಿಗೆ ಬಿಡುಗಡೆಗೆ ಅವಕಾಶವಿರುತ್ತದೆಂದು ಹೇಳಿದರು. ಕಾರ್ಯಕ್ರಮದಲ್ಲಿ ಈ ಸಂಸ್ಥೆಯ ಅಧೀಕ್ಷಕ ಎಂ.ಹೆಚ್.ಆಶೇಖಾನ್ ಸೇರಿದಂತೆ ಹಲವರು ಉಪಸ್ಥಿತರಿದ್ದರು.: [861, 243, 953, 481]
article-parole: [30, 153, 953, 724]
gray-dot: [1388, 2325, 1422, 2366]
news-umesh-obituary: [969, 195, 1502, 883]
section-headline: ಅರಣ್ಯ ಸಿಬ್ಬಂದಿ ಗುಂಡೇಟಿಗೆ: ನರ ಭಕ್ಷಕ ಚಿರತೆ ಸಾವು: [969, 1864, 1427, 1896]
article-column: [760, 205, 953, 724]
page-content: [30, 141, 1502, 2334]
